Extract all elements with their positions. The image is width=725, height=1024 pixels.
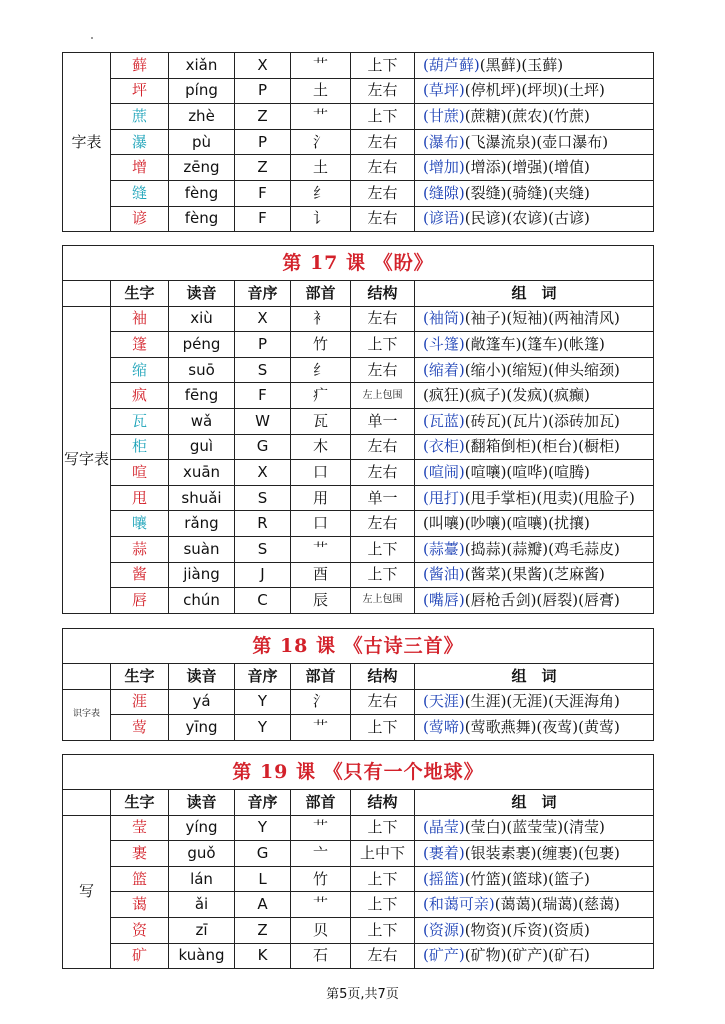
radical-cell: 艹: [291, 536, 351, 562]
pinyin-cell: pù: [169, 129, 235, 155]
highlighted-word: (摇篮): [423, 869, 465, 888]
radical-cell: 艹: [291, 104, 351, 130]
table-row: [63, 815, 654, 841]
structure-cell: 上下: [351, 53, 415, 79]
header-char: 生字: [111, 664, 169, 690]
structure-cell: 左右: [351, 180, 415, 206]
radical-cell: 纟: [291, 180, 351, 206]
pinyin-cell: guǒ: [169, 841, 235, 867]
pinyin-cell: píng: [169, 78, 235, 104]
header-pinyin: 读音: [169, 664, 235, 690]
words-cell: [415, 206, 654, 232]
related-words: (唇枪舌剑)(唇裂)(唇膏): [464, 590, 620, 609]
table-row: [63, 715, 654, 741]
words-cell: [415, 104, 654, 130]
highlighted-word: (天涯): [423, 692, 465, 711]
highlighted-word: (矿产): [423, 946, 465, 965]
table-row: [63, 841, 654, 867]
header-pinyin: 读音: [169, 790, 235, 816]
pinyin-cell: xiǎn: [169, 53, 235, 79]
initial-letter-cell: R: [235, 511, 291, 537]
category-label: 写: [63, 815, 111, 969]
pinyin-cell: chún: [169, 588, 235, 614]
related-words: (裂缝)(骑缝)(夹缝): [464, 183, 590, 202]
header-radical: 部首: [291, 281, 351, 307]
pinyin-cell: xiù: [169, 306, 235, 332]
table-row: [63, 78, 654, 104]
character-cell: 蒜: [111, 536, 169, 562]
radical-cell: 辰: [291, 588, 351, 614]
radical-cell: 石: [291, 943, 351, 969]
structure-cell: 单一: [351, 485, 415, 511]
initial-letter-cell: Z: [235, 155, 291, 181]
character-cell: 坪: [111, 78, 169, 104]
header-char: 生字: [111, 790, 169, 816]
structure-cell: 上下: [351, 536, 415, 562]
header-words: 组 词: [415, 281, 654, 307]
initial-letter-cell: X: [235, 53, 291, 79]
related-words: (缩小)(缩短)(伸头缩颈): [464, 360, 620, 379]
words-cell: [415, 129, 654, 155]
header-radical: 部首: [291, 664, 351, 690]
character-cell: 蔗: [111, 104, 169, 130]
initial-letter-cell: A: [235, 892, 291, 918]
structure-cell: 左上包围: [351, 588, 415, 614]
header-letter: 音序: [235, 790, 291, 816]
character-cell: 藓: [111, 53, 169, 79]
header-letter: 音序: [235, 281, 291, 307]
table-row: [63, 943, 654, 969]
vocab-table-lesson18: [62, 628, 654, 741]
table-row: [63, 104, 654, 130]
initial-letter-cell: Z: [235, 104, 291, 130]
highlighted-word: (斗篷): [423, 334, 465, 353]
structure-cell: 左右: [351, 434, 415, 460]
scan-speck: [91, 37, 93, 39]
initial-letter-cell: K: [235, 943, 291, 969]
table-row: [63, 180, 654, 206]
radical-cell: 讠: [291, 206, 351, 232]
pinyin-cell: suàn: [169, 536, 235, 562]
initial-letter-cell: S: [235, 536, 291, 562]
character-cell: 增: [111, 155, 169, 181]
character-cell: 缩: [111, 357, 169, 383]
radical-cell: 口: [291, 460, 351, 486]
initial-letter-cell: F: [235, 383, 291, 409]
lesson-title-row: [63, 755, 654, 790]
pinyin-cell: zēng: [169, 155, 235, 181]
character-cell: 缝: [111, 180, 169, 206]
highlighted-word: (袖筒): [423, 309, 465, 328]
structure-cell: 上下: [351, 866, 415, 892]
radical-cell: 土: [291, 155, 351, 181]
radical-cell: 氵: [291, 689, 351, 715]
table-row: [63, 155, 654, 181]
radical-cell: 艹: [291, 715, 351, 741]
pinyin-cell: fèng: [169, 206, 235, 232]
radical-cell: 氵: [291, 129, 351, 155]
highlighted-word: (喧闹): [423, 462, 465, 481]
words-cell: [415, 357, 654, 383]
structure-cell: 左右: [351, 155, 415, 181]
page-footer: 第5页,共7页: [326, 987, 399, 1002]
structure-cell: 左右: [351, 78, 415, 104]
initial-letter-cell: G: [235, 434, 291, 460]
highlighted-word: (甩打): [423, 488, 465, 507]
pinyin-cell: zī: [169, 917, 235, 943]
pinyin-cell: lán: [169, 866, 235, 892]
category-label: 识字表: [63, 689, 111, 740]
character-cell: 甩: [111, 485, 169, 511]
related-words: (砖瓦)(瓦片)(添砖加瓦): [464, 411, 620, 430]
related-words: (莺歌燕舞)(夜莺)(黄莺): [464, 717, 620, 736]
related-words: (疯狂)(疯子)(发疯)(疯癫): [423, 386, 590, 405]
table-row: [63, 866, 654, 892]
character-cell: 莹: [111, 815, 169, 841]
radical-cell: 酉: [291, 562, 351, 588]
table-row: [63, 357, 654, 383]
highlighted-word: (嘴唇): [423, 590, 465, 609]
header-char: 生字: [111, 281, 169, 307]
radical-cell: 用: [291, 485, 351, 511]
radical-cell: 艹: [291, 892, 351, 918]
vocab-table-lesson19: [62, 754, 654, 969]
highlighted-word: (裹着): [423, 843, 465, 862]
words-cell: [415, 53, 654, 79]
words-cell: [415, 715, 654, 741]
character-cell: 涯: [111, 689, 169, 715]
highlighted-word: (葫芦藓): [423, 55, 480, 74]
related-words: (矿物)(矿产)(矿石): [464, 946, 590, 965]
lesson-title-row: [63, 246, 654, 281]
initial-letter-cell: X: [235, 460, 291, 486]
character-cell: 瀑: [111, 129, 169, 155]
character-cell: 资: [111, 917, 169, 943]
structure-cell: 左右: [351, 460, 415, 486]
pinyin-cell: suō: [169, 357, 235, 383]
table-row: [63, 689, 654, 715]
initial-letter-cell: P: [235, 78, 291, 104]
initial-letter-cell: S: [235, 485, 291, 511]
pinyin-cell: rǎng: [169, 511, 235, 537]
words-cell: [415, 434, 654, 460]
related-words: (酱菜)(果酱)(芝麻酱): [464, 565, 605, 584]
pinyin-cell: fēng: [169, 383, 235, 409]
initial-letter-cell: P: [235, 129, 291, 155]
highlighted-word: (增加): [423, 158, 465, 177]
initial-letter-cell: J: [235, 562, 291, 588]
table-row: [63, 383, 654, 409]
lesson-title-row: [63, 629, 654, 664]
highlighted-word: (瓦蓝): [423, 411, 465, 430]
words-cell: [415, 485, 654, 511]
table-row: [63, 434, 654, 460]
radical-cell: 土: [291, 78, 351, 104]
highlighted-word: (蒜薹): [423, 539, 465, 558]
structure-cell: 左右: [351, 511, 415, 537]
related-words: (生涯)(无涯)(天涯海角): [464, 692, 620, 711]
table-row: [63, 562, 654, 588]
structure-cell: 左右: [351, 306, 415, 332]
related-words: (物资)(斥资)(资质): [464, 920, 590, 939]
pinyin-cell: yá: [169, 689, 235, 715]
words-cell: [415, 562, 654, 588]
words-cell: [415, 408, 654, 434]
radical-cell: 口: [291, 511, 351, 537]
table-row: [63, 53, 654, 79]
initial-letter-cell: C: [235, 588, 291, 614]
initial-letter-cell: Y: [235, 689, 291, 715]
initial-letter-cell: W: [235, 408, 291, 434]
highlighted-word: (谚语): [423, 209, 465, 228]
header-radical: 部首: [291, 790, 351, 816]
words-cell: [415, 180, 654, 206]
radical-cell: 纟: [291, 357, 351, 383]
related-words: (捣蒜)(蒜瓣)(鸡毛蒜皮): [464, 539, 620, 558]
related-words: (敞篷车)(篷车)(帐篷): [464, 334, 605, 353]
related-words: (甩手掌柜)(甩卖)(甩脸子): [464, 488, 635, 507]
lesson-title: 第 17 课 《盼》: [63, 246, 654, 281]
structure-cell: 左右: [351, 129, 415, 155]
character-cell: 瓦: [111, 408, 169, 434]
character-cell: 篷: [111, 332, 169, 358]
pinyin-cell: yíng: [169, 815, 235, 841]
initial-letter-cell: Y: [235, 715, 291, 741]
related-words: (叫嚷)(吵嚷)(喧嚷)(扰攘): [423, 514, 590, 533]
table-row: [63, 460, 654, 486]
words-cell: [415, 866, 654, 892]
structure-cell: 上中下: [351, 841, 415, 867]
header-words: 组 词: [415, 790, 654, 816]
structure-cell: 上下: [351, 104, 415, 130]
radical-cell: 衤: [291, 306, 351, 332]
pinyin-cell: péng: [169, 332, 235, 358]
character-cell: 酱: [111, 562, 169, 588]
table-row: [63, 485, 654, 511]
category-label: 字表: [63, 53, 111, 232]
character-cell: 莺: [111, 715, 169, 741]
table-row: [63, 511, 654, 537]
radical-cell: 贝: [291, 917, 351, 943]
table-row: [63, 892, 654, 918]
radical-cell: 竹: [291, 866, 351, 892]
related-words: (莹白)(蓝莹莹)(清莹): [464, 818, 605, 837]
header-blank: [63, 790, 111, 816]
words-cell: [415, 917, 654, 943]
related-words: (银装素裹)(缠裹)(包裹): [464, 843, 620, 862]
words-cell: [415, 155, 654, 181]
table-row: [63, 129, 654, 155]
structure-cell: 左右: [351, 943, 415, 969]
character-cell: 裹: [111, 841, 169, 867]
highlighted-word: (草坪): [423, 81, 465, 100]
structure-cell: 左上包围: [351, 383, 415, 409]
character-cell: 矿: [111, 943, 169, 969]
character-cell: 唇: [111, 588, 169, 614]
highlighted-word: (缝隙): [423, 183, 465, 202]
radical-cell: 瓦: [291, 408, 351, 434]
table-row: [63, 408, 654, 434]
related-words: (民谚)(农谚)(古谚): [464, 209, 590, 228]
character-cell: 柜: [111, 434, 169, 460]
pinyin-cell: xuān: [169, 460, 235, 486]
highlighted-word: (瀑布): [423, 132, 465, 151]
header-blank: [63, 281, 111, 307]
radical-cell: 亠: [291, 841, 351, 867]
header-structure: 结构: [351, 790, 415, 816]
highlighted-word: (缩着): [423, 360, 465, 379]
initial-letter-cell: G: [235, 841, 291, 867]
structure-cell: 左右: [351, 206, 415, 232]
category-label: 写字表: [63, 306, 111, 613]
words-cell: [415, 78, 654, 104]
header-structure: 结构: [351, 664, 415, 690]
table-row: [63, 536, 654, 562]
initial-letter-cell: X: [235, 306, 291, 332]
words-cell: [415, 815, 654, 841]
table-row: [63, 332, 654, 358]
pinyin-cell: yīng: [169, 715, 235, 741]
radical-cell: 疒: [291, 383, 351, 409]
structure-cell: 上下: [351, 892, 415, 918]
structure-cell: 上下: [351, 332, 415, 358]
related-words: (喧嚷)(喧哗)(喧腾): [464, 462, 590, 481]
header-letter: 音序: [235, 664, 291, 690]
structure-cell: 上下: [351, 562, 415, 588]
highlighted-word: (资源): [423, 920, 465, 939]
related-words: (竹篮)(篮球)(篮子): [464, 869, 590, 888]
character-cell: 谚: [111, 206, 169, 232]
words-cell: [415, 892, 654, 918]
words-cell: [415, 511, 654, 537]
pinyin-cell: wǎ: [169, 408, 235, 434]
initial-letter-cell: Z: [235, 917, 291, 943]
related-words: (袖子)(短袖)(两袖清风): [464, 309, 620, 328]
related-words: (增添)(增强)(增值): [464, 158, 590, 177]
table-row: [63, 206, 654, 232]
words-cell: [415, 306, 654, 332]
structure-cell: 单一: [351, 408, 415, 434]
words-cell: [415, 536, 654, 562]
initial-letter-cell: L: [235, 866, 291, 892]
highlighted-word: (晶莹): [423, 818, 465, 837]
table-row: [63, 306, 654, 332]
radical-cell: 艹: [291, 815, 351, 841]
structure-cell: 上下: [351, 715, 415, 741]
lesson-title: 第 18 课 《古诗三首》: [63, 629, 654, 664]
related-words: (蔗糖)(蔗农)(竹蔗): [464, 106, 590, 125]
initial-letter-cell: F: [235, 206, 291, 232]
highlighted-word: (莺啼): [423, 717, 465, 736]
table-row: [63, 917, 654, 943]
structure-cell: 上下: [351, 815, 415, 841]
related-words: (蔼蔼)(瑞蔼)(慈蔼): [494, 895, 620, 914]
pinyin-cell: kuàng: [169, 943, 235, 969]
vocab-table-lesson17: [62, 245, 654, 614]
character-cell: 袖: [111, 306, 169, 332]
header-blank: [63, 664, 111, 690]
pinyin-cell: guì: [169, 434, 235, 460]
header-words: 组 词: [415, 664, 654, 690]
highlighted-word: (和蔼可亲): [423, 895, 495, 914]
highlighted-word: (甘蔗): [423, 106, 465, 125]
radical-cell: 艹: [291, 53, 351, 79]
initial-letter-cell: S: [235, 357, 291, 383]
related-words: (飞瀑流泉)(壶口瀑布): [464, 132, 609, 151]
words-cell: [415, 588, 654, 614]
related-words: (停机坪)(坪坝)(土坪): [464, 81, 605, 100]
header-row: [63, 664, 654, 690]
header-pinyin: 读音: [169, 281, 235, 307]
highlighted-word: (衣柜): [423, 437, 465, 456]
related-words: (黑藓)(玉藓): [479, 55, 564, 74]
character-cell: 篮: [111, 866, 169, 892]
initial-letter-cell: F: [235, 180, 291, 206]
character-cell: 疯: [111, 383, 169, 409]
pinyin-cell: ǎi: [169, 892, 235, 918]
header-structure: 结构: [351, 281, 415, 307]
radical-cell: 竹: [291, 332, 351, 358]
structure-cell: 左右: [351, 689, 415, 715]
pinyin-cell: jiàng: [169, 562, 235, 588]
character-cell: 蔼: [111, 892, 169, 918]
character-cell: 嚷: [111, 511, 169, 537]
words-cell: [415, 841, 654, 867]
table-row: [63, 588, 654, 614]
highlighted-word: (酱油): [423, 565, 465, 584]
header-row: [63, 281, 654, 307]
radical-cell: 木: [291, 434, 351, 460]
words-cell: [415, 332, 654, 358]
header-row: [63, 790, 654, 816]
structure-cell: 上下: [351, 917, 415, 943]
words-cell: [415, 943, 654, 969]
structure-cell: 左右: [351, 357, 415, 383]
pinyin-cell: fèng: [169, 180, 235, 206]
initial-letter-cell: Y: [235, 815, 291, 841]
words-cell: [415, 689, 654, 715]
vocab-table-lesson16-continued: [62, 52, 654, 232]
lesson-title: 第 19 课 《只有一个地球》: [63, 755, 654, 790]
words-cell: [415, 383, 654, 409]
character-cell: 喧: [111, 460, 169, 486]
words-cell: [415, 460, 654, 486]
pinyin-cell: shuǎi: [169, 485, 235, 511]
related-words: (翻箱倒柜)(柜台)(橱柜): [464, 437, 620, 456]
initial-letter-cell: P: [235, 332, 291, 358]
pinyin-cell: zhè: [169, 104, 235, 130]
